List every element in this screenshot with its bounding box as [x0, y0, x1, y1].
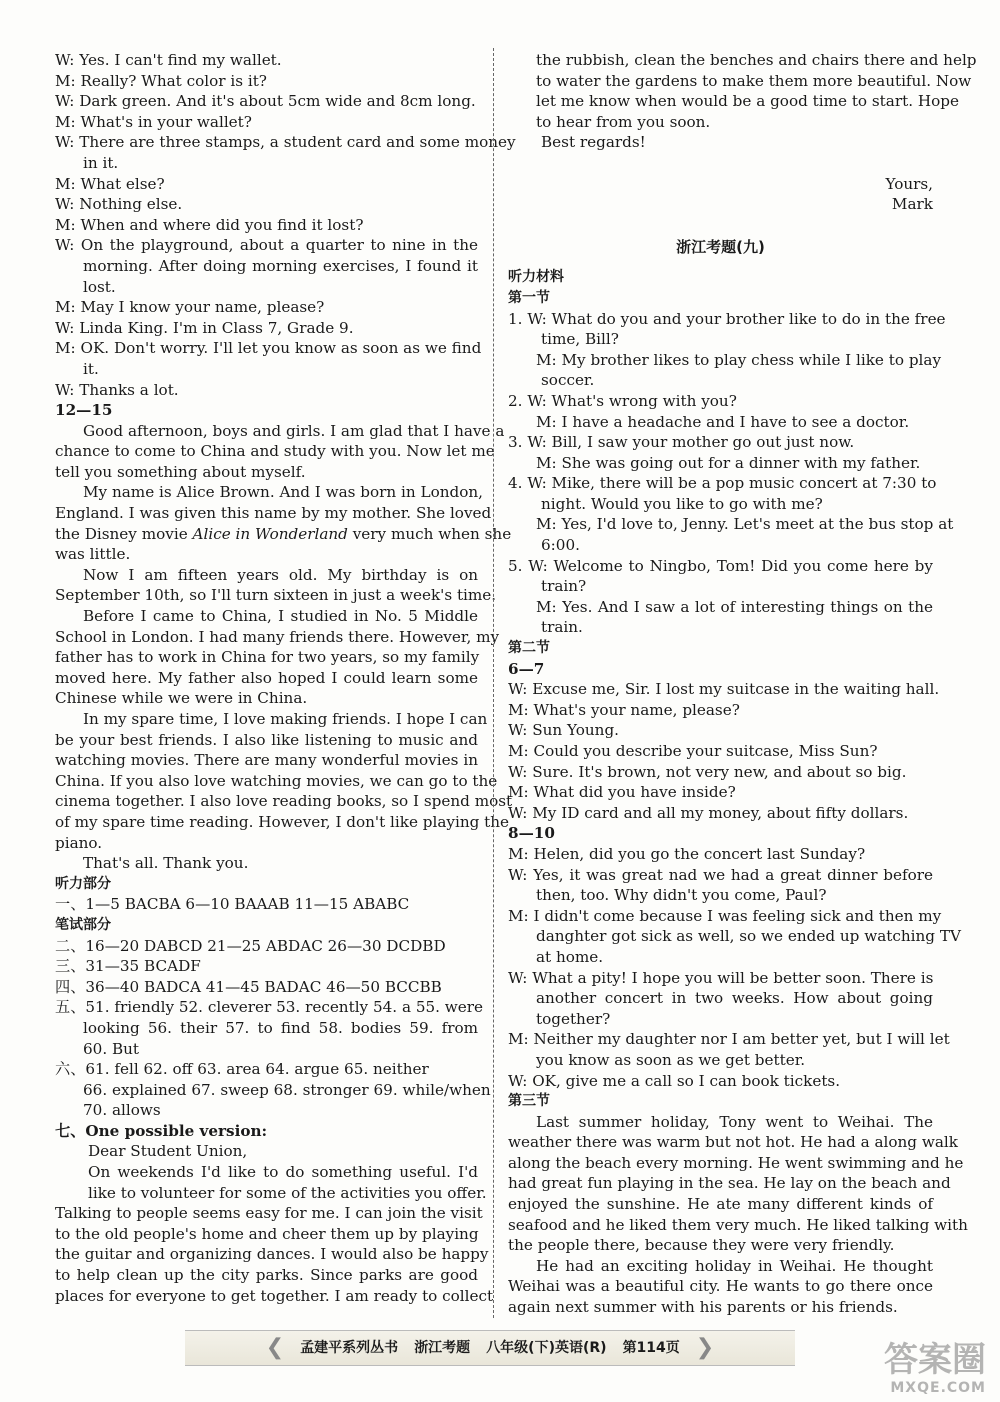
text-line: 四、36—40 BADCA 41—45 BADAC 46—50 BCCBB	[55, 977, 442, 996]
right-column	[508, 50, 977, 1318]
text-line: M: Yes, I'd love to, Jenny. Let's meet at the bus stop at	[536, 515, 954, 534]
text-line: places for everyone to get together. I am ready to collect	[55, 1286, 494, 1305]
text-line: September 10th, so I'll turn sixteen in just a week's time.	[55, 586, 497, 605]
text-line: along the beach every morning. He went swimming and he	[508, 1153, 964, 1172]
text-line: soccer.	[541, 371, 595, 390]
text-line: 60. But	[83, 1039, 140, 1058]
text-line: Now I am fifteen years old. My birthday is on	[83, 565, 478, 584]
text-line: W: Dark green. And it's about 5cm wide and 8cm long.	[55, 92, 476, 111]
section-title: 浙江考题(九)	[676, 237, 765, 256]
text-line: you know as soon as we get better.	[536, 1050, 806, 1069]
text-line: tell you something about myself.	[55, 462, 306, 481]
text-line: M: When and where did you find it lost?	[55, 215, 364, 234]
text-line: to the old people's home and cheer them up by playing	[55, 1224, 479, 1243]
text-line: enjoyed the sunshine. He ate many different kinds of	[508, 1195, 933, 1214]
text-line: the people there, because they were very friendly.	[508, 1236, 895, 1255]
text-line: it.	[83, 359, 99, 378]
left-ornament-icon: ❮	[265, 1334, 285, 1360]
text-line: School in London. I had many friends there. However, my	[55, 627, 500, 646]
text-line: 3. W: Bill, I saw your mother go out just now.	[508, 433, 855, 452]
text-line: M: What's in your wallet?	[55, 112, 252, 131]
text-line: M: Helen, did you go the concert last Sunday?	[508, 844, 866, 863]
text-line: moved here. My father also hoped I could learn some	[55, 668, 478, 687]
text-line: the rubbish, clean the benches and chairs there and help	[536, 51, 977, 69]
text-line: W: OK, give me a call so I can book tickets.	[508, 1071, 841, 1090]
text-line: M: Really? What color is it?	[55, 71, 267, 90]
text-line: W: Nothing else.	[55, 195, 183, 214]
text-line: Good afternoon, boys and girls. I am glad that I have a	[83, 421, 505, 440]
text-line: like to volunteer for some of the activities you offer.	[88, 1183, 487, 1202]
text-line: to hear from you soon.	[536, 112, 711, 131]
text-line: then, too. Why didn't you come, Paul?	[536, 886, 827, 905]
listening-transcript	[508, 267, 968, 1317]
page-footer	[185, 1330, 795, 1366]
text-line: to help clean up the city parks. Since parks are good	[55, 1266, 478, 1285]
text-line: chance to come to China and study with you. Now let me	[55, 442, 495, 461]
text-line: W: Sun Young.	[508, 721, 619, 740]
text-line: 七、One possible version:	[55, 1121, 268, 1140]
text-line: China. If you also love watching movies, we can go to the	[55, 771, 498, 790]
text-line: to water the gardens to make them more beautiful. Now	[536, 71, 972, 90]
text-line: W: Thanks a lot.	[55, 380, 179, 399]
text-line: 第三节	[508, 1093, 550, 1110]
text-line: M: May I know your name, please?	[55, 298, 325, 317]
text-line: 6:00.	[541, 536, 580, 555]
text-line: let me know when would be a good time to start. Hope	[536, 92, 959, 111]
text-line: 五、51. friendly 52. cleverer 53. recently 54. a 55. were	[55, 998, 484, 1017]
right-ornament-icon: ❯	[695, 1334, 715, 1360]
text-line: looking 56. their 57. to find 58. bodies 59. from	[83, 1018, 478, 1037]
text-line: Last summer holiday, Tony went to Weihai. The	[536, 1112, 933, 1131]
text-line: morning. After doing morning exercises, I found it	[83, 256, 478, 275]
left-column	[55, 50, 516, 1306]
text-line: at home.	[536, 947, 604, 966]
text-line: of my spare time reading. However, I don't like playing the	[55, 812, 510, 831]
footer-series: 孟建平系列丛书	[300, 1339, 399, 1356]
text-line: 70. allows	[83, 1101, 161, 1120]
text-line: danghter got sick as well, so we ended up watching TV	[536, 927, 961, 946]
text-line: 一、1—5 BACBA 6—10 BAAAB 11—15 ABABC	[55, 895, 410, 914]
text-line: another concert in two weeks. How about going	[536, 989, 933, 1008]
text-line: piano.	[55, 833, 103, 852]
text-line: 第二节	[508, 640, 550, 657]
text-line: M: I didn't come because I was feeling sick and then my	[508, 906, 942, 925]
text-line: W: Excuse me, Sir. I lost my suitcase in the waiting hall.	[508, 680, 940, 699]
text-line: the guitar and organizing dances. I would also be happy	[55, 1245, 489, 1264]
text-line: M: Could you describe your suitcase, Miss Sun?	[508, 742, 878, 760]
text-line: M: What did you have inside?	[508, 783, 736, 802]
text-line: watching movies. There are many wonderful movies in	[55, 751, 478, 770]
text-line: M: What else?	[55, 174, 165, 193]
text-line: train.	[541, 618, 583, 637]
text-line: 1. W: What do you and your brother like to do in the free	[508, 309, 946, 328]
text-line: M: I have a headache and I have to see a doctor.	[536, 412, 910, 431]
page-number: 第114页	[622, 1339, 680, 1356]
column-divider	[493, 48, 494, 1318]
text-line: In my spare time, I love making friends. I hope I can	[83, 710, 488, 728]
text-line: W: My ID card and all my money, about fifty dollars.	[508, 803, 909, 822]
text-line: time, Bill?	[541, 330, 619, 349]
text-line: W: Yes. I can't find my wallet.	[55, 51, 282, 69]
text-line	[508, 153, 933, 174]
text-line: W: On the playground, about a quarter to nine in the	[55, 236, 478, 255]
text-line: My name is Alice Brown. And I was born in London,	[83, 483, 483, 502]
text-line: M: OK. Don't worry. I'll let you know as soon as we find	[55, 339, 482, 358]
text-line: Dear Student Union,	[88, 1142, 248, 1161]
text-line: 六、61. fell 62. off 63. area 64. argue 65. neither	[55, 1060, 429, 1079]
text-line: Best regards!	[541, 133, 646, 152]
text-line: 4. W: Mike, there will be a pop music concert at 7:30 to	[508, 474, 937, 493]
text-line: had great fun playing in the sea. He lay on the beach and	[508, 1174, 951, 1193]
text-line: father has to work in China for two years, so my family	[55, 648, 480, 667]
footer-grade: 八年级(下)英语(R)	[486, 1339, 607, 1356]
text-line: 三、31—35 BCADF	[55, 957, 201, 976]
text-line: 听力部分	[55, 875, 111, 892]
text-line: Talking to people seems easy for me. I can join the visit	[55, 1204, 483, 1223]
footer-book: 浙江考题	[414, 1339, 471, 1356]
text-line: 二、16—20 DABCD 21—25 ABDAC 26—30 DCDBD	[55, 936, 446, 955]
text-line: 8—10	[508, 824, 555, 843]
text-line: Mark	[891, 195, 933, 214]
text-line: W: Sure. It's brown, not very new, and about so big.	[508, 762, 907, 781]
text-line: M: Neither my daughter nor I am better yet, but I will let	[508, 1030, 950, 1049]
watermark-site: MXQE.COM	[890, 1380, 986, 1396]
text-line: 第一节	[508, 289, 550, 306]
watermark	[884, 1342, 986, 1399]
text-line: W: Yes, it was great nad we had a great dinner before	[508, 865, 933, 884]
letter-ending	[508, 50, 977, 215]
text-line: night. Would you like to go with me?	[541, 494, 823, 513]
text-line: W: Linda King. I'm in Class 7, Grade 9.	[55, 318, 354, 337]
text-line: 12—15	[55, 401, 113, 420]
text-line: was little.	[55, 545, 131, 564]
text-line: England. I was given this name by my mother. She loved	[55, 504, 492, 523]
text-line: again next summer with his parents or his friends.	[508, 1298, 898, 1317]
text-line: 笔试部分	[55, 916, 111, 933]
text-line: train?	[541, 577, 587, 596]
text-line: Weihai was a beautiful city. He wants to go there once	[508, 1277, 933, 1296]
text-line: 听力材料	[508, 269, 564, 286]
text-line: 2. W: What's wrong with you?	[508, 391, 737, 410]
text-line: Before I came to China, I studied in No. 5 Middle	[83, 607, 478, 626]
text-line: M: Yes. And I saw a lot of interesting things on the	[536, 597, 933, 616]
text-line: weather there was warm but not hot. He had a along walk	[508, 1133, 958, 1152]
watermark-logo: 答案圈	[884, 1340, 986, 1380]
text-line: M: She was going out for a dinner with my father.	[536, 453, 921, 472]
text-line: cinema together. I also love reading books, so I spend most	[55, 792, 513, 811]
text-line: Chinese while we were in China.	[55, 689, 308, 708]
text-line: the Disney movie Alice in Wonderland very much when she	[55, 524, 512, 543]
text-line: On weekends I'd like to do something useful. I'd	[88, 1163, 478, 1182]
text-line: seafood and he liked them very much. He liked talking with	[508, 1215, 968, 1234]
text-line: M: What's your name, please?	[508, 700, 740, 719]
text-line: be your best friends. I also like listening to music and	[55, 730, 478, 749]
text-line: W: What a pity! I hope you will be better soon. There is	[508, 968, 934, 987]
text-line: W: There are three stamps, a student card and some money	[55, 133, 516, 152]
text-line: 66. explained 67. sweep 68. stronger 69. while/when	[83, 1080, 491, 1099]
text-line: That's all. Thank you.	[83, 854, 249, 873]
text-line: together?	[536, 1009, 611, 1028]
text-line: Yours,	[885, 174, 933, 193]
text-line: He had an exciting holiday in Weihai. He thought	[536, 1256, 933, 1275]
text-line: in it.	[83, 153, 119, 172]
text-line: 6—7	[508, 659, 545, 678]
text-line: 5. W: Welcome to Ningbo, Tom! Did you come here by	[508, 556, 933, 575]
text-line: lost.	[83, 277, 116, 296]
text-line: M: My brother likes to play chess while I like to play	[536, 350, 942, 369]
